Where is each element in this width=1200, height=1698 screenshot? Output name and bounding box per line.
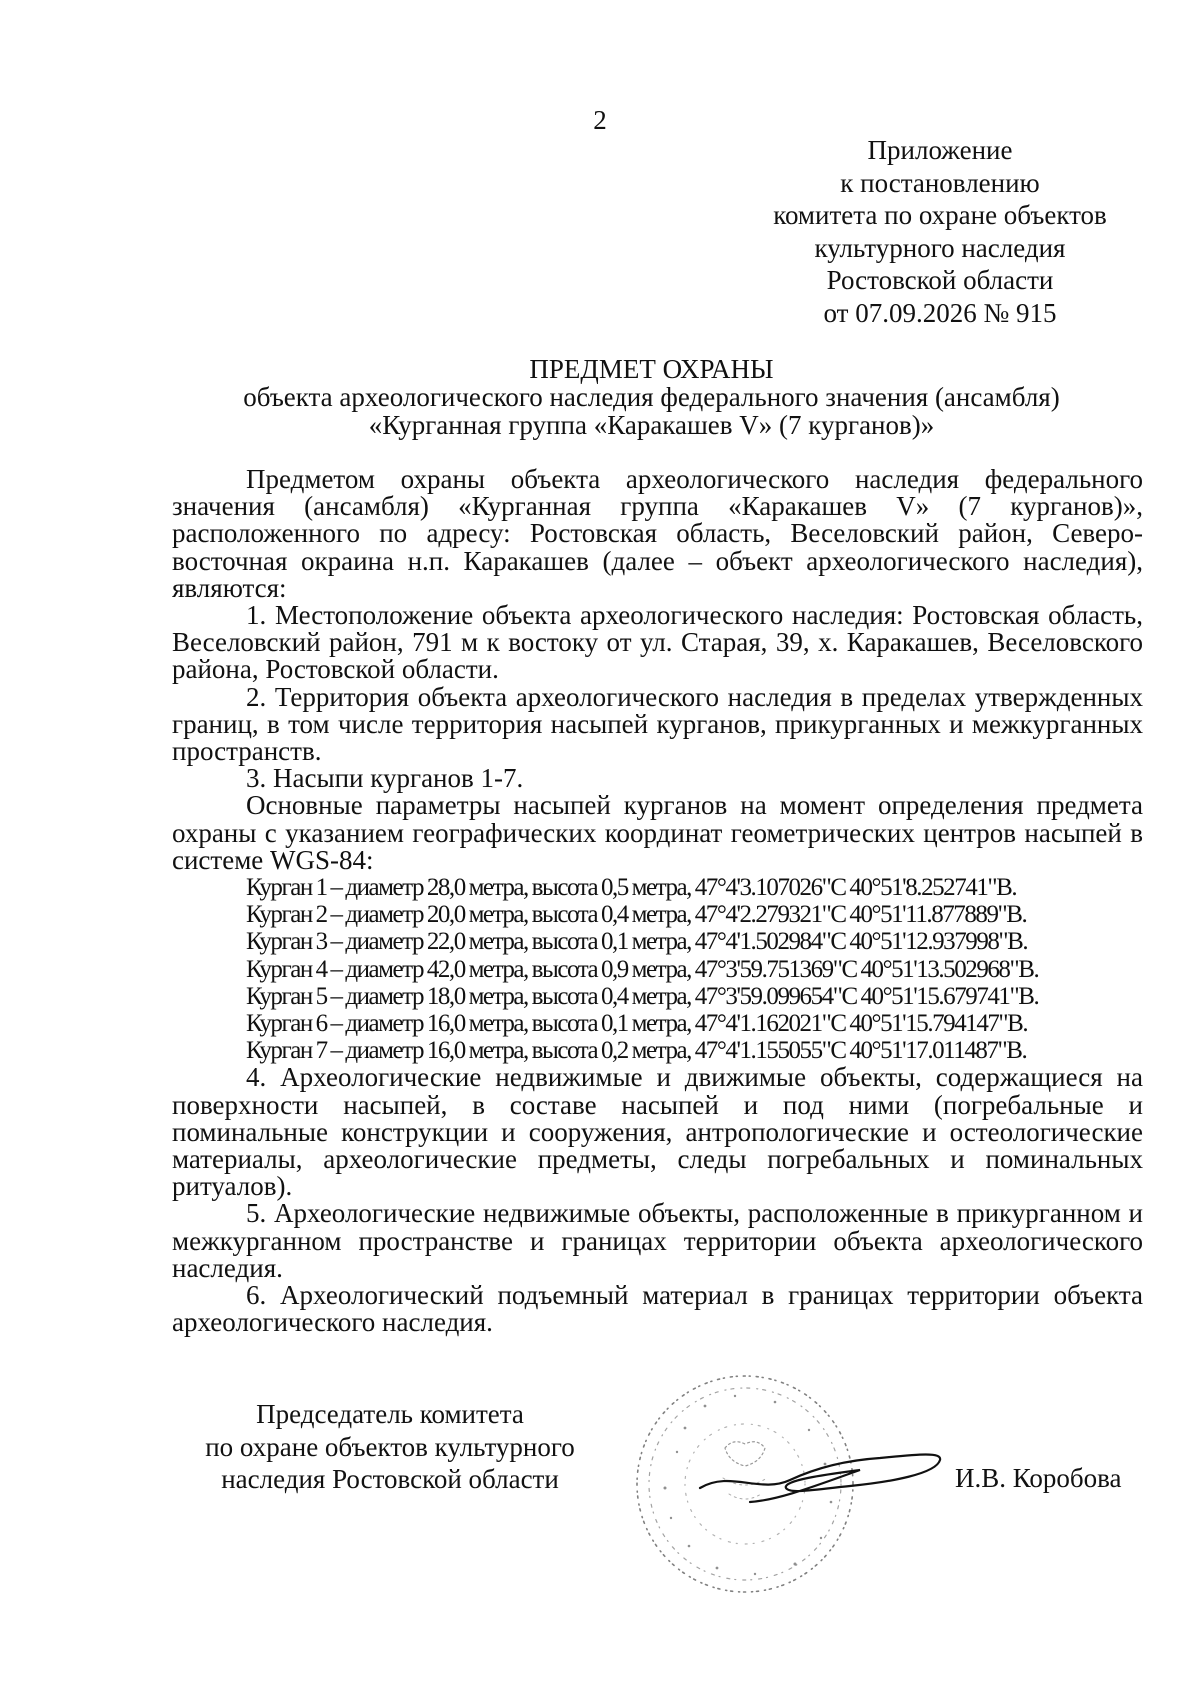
intro-paragraph: Предметом охраны объекта археологического наследия федерального значения (ансамбля) «Курганная группа «Каракашев V» (7 курганов)», расположенного по адресу: Ростовская область, Веселовский район, Северо-восточная окраина н.п. Каракашев (далее – объект археологического наследия), являются: <box>172 464 1143 603</box>
signatory-name: И.В. Коробова <box>955 1463 1122 1493</box>
item-4-paragraph: 4. Археологические недвижимые и движимые объекты, содержащиеся на поверхности насыпей, в составе насыпей и под ними (погребальные и поминальные конструкции и сооружения, антропологические и остеологические материалы, археологические предметы, следы погребальных и поминальных ритуалов). <box>172 1062 1143 1202</box>
kurgan-list <box>172 874 1143 1064</box>
document-body <box>172 466 1143 1337</box>
kurgan-row: Курган 1 – диаметр 28,0 метра, высота 0,5 метра, 47°4'3.107026"С 40°51'8.252741"В. <box>246 874 1017 902</box>
item-6-paragraph: 6. Археологический подъемный материал в границах территории объекта археологического наследия. <box>172 1280 1143 1338</box>
kurgan-row: Курган 5 – диаметр 18,0 метра, высота 0,4 метра, 47°3'59.099654"С 40°51'15.679741"В. <box>246 982 1039 1010</box>
kurgan-row: Курган 3 – диаметр 22,0 метра, высота 0,1 метра, 47°4'1.502984"С 40°51'12.937998"В. <box>246 928 1028 956</box>
kurgan-row: Курган 6 – диаметр 16,0 метра, высота 0,1 метра, 47°4'1.162021"С 40°51'15.794147"В. <box>246 1010 1028 1038</box>
params-intro-paragraph: Основные параметры насыпей курганов на момент определения предмета охраны с указанием географических координат геометрических центров насыпей в системе WGS-84: <box>172 790 1143 875</box>
item-5-paragraph: 5. Археологические недвижимые объекты, расположенные в прикурганном и межкурганном пространстве и границах территории объекта археологического наследия. <box>172 1198 1143 1283</box>
signatory-title-line: по охране объектов культурного <box>205 1431 575 1462</box>
signatory-title <box>180 1398 600 1496</box>
item-2-paragraph: 2. Территория объекта археологического наследия в пределах утвержденных границ, в том числе территория насыпей курганов, прикурганных и межкурганных пространств. <box>172 681 1143 767</box>
signatory-title-line: наследия Ростовской области <box>221 1464 559 1494</box>
appendix-line: Приложение <box>867 135 1013 165</box>
appendix-line: культурного наследия <box>814 232 1066 263</box>
title-subtitle-line-2: «Курганная группа «Каракашев V» (7 курганов)» <box>368 410 935 440</box>
kurgan-row: Курган 4 – диаметр 42,0 метра, высота 0,9 метра, 47°3'59.751369"С 40°51'13.502968"В. <box>246 955 1039 983</box>
appendix-date-number: от 07.09.2026 № 915 <box>823 297 1057 328</box>
appendix-line: к постановлению <box>840 167 1040 198</box>
kurgan-row: Курган 7 – диаметр 16,0 метра, высота 0,2 метра, 47°4'1.155055"С 40°51'17.011487"В. <box>246 1037 1027 1065</box>
title-heading: ПРЕДМЕТ ОХРАНЫ <box>529 354 774 384</box>
appendix-header <box>730 134 1150 329</box>
signatory-title-line: Председатель комитета <box>256 1399 524 1429</box>
item-3-paragraph: 3. Насыпи курганов 1-7. <box>246 763 524 794</box>
kurgan-row: Курган 2 – диаметр 20,0 метра, высота 0,4 метра, 47°4'2.279321"С 40°51'11.877889"В. <box>246 901 1027 929</box>
document-title <box>160 355 1143 439</box>
item-1-paragraph: 1. Местоположение объекта археологического наследия: Ростовская область, Веселовский район, 791 м к востоку от ул. Старая, 39, х. Каракашев, Веселовского района, Ростовской области. <box>172 600 1143 685</box>
page-number: 2 <box>593 105 607 135</box>
appendix-line: комитета по охране объектов <box>773 200 1107 230</box>
appendix-line: Ростовской области <box>826 265 1054 295</box>
signature-icon <box>690 1430 950 1510</box>
title-subtitle-line-1: объекта археологического наследия федерального значения (ансамбля) <box>243 382 1060 412</box>
